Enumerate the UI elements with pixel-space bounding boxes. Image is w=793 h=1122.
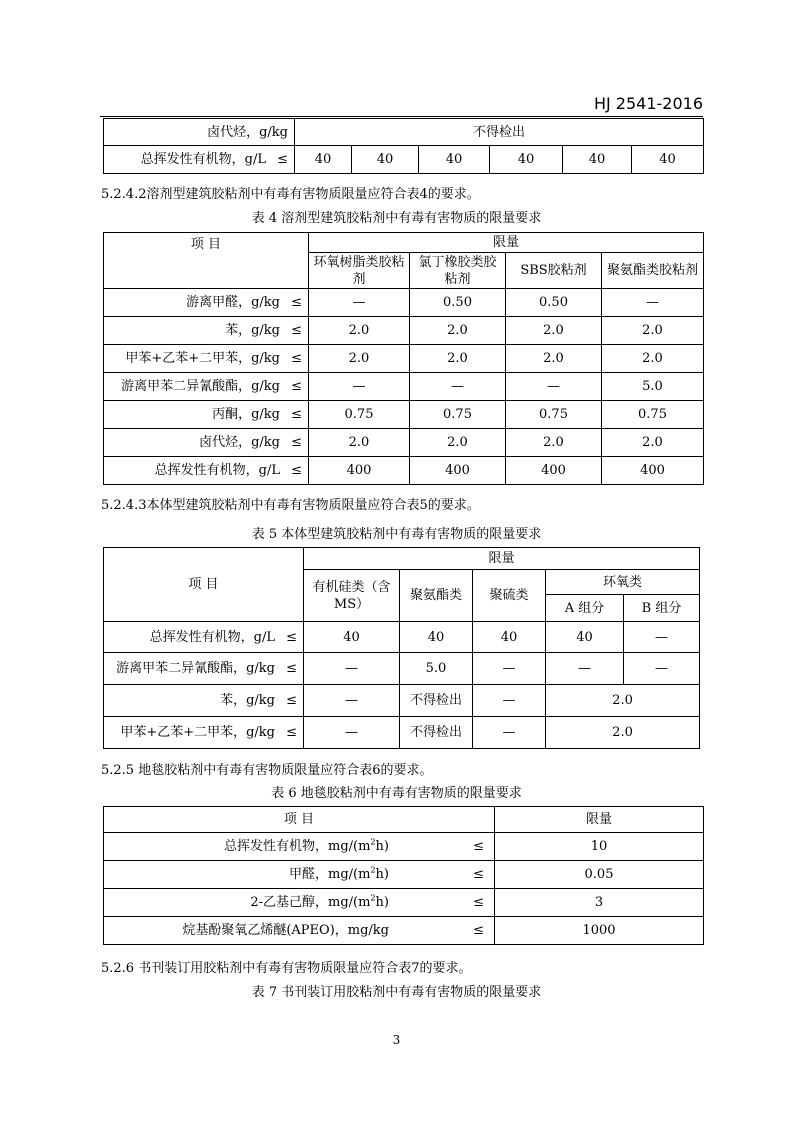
header-limit: 限量 <box>495 807 704 833</box>
table-row <box>104 401 704 429</box>
le-symbol: ≤ <box>286 693 297 708</box>
row-item-cell <box>104 401 309 429</box>
row-item-cell <box>104 861 495 889</box>
cell-value: 40 <box>419 146 490 174</box>
paragraph-5-2-6: 5.2.6 书刊装订用胶粘剂中有毒有害物质限量应符合表7的要求。 <box>101 961 472 976</box>
page-number: 3 <box>392 1033 401 1047</box>
le-symbol: ≤ <box>286 725 297 740</box>
row-item-cell <box>104 717 304 749</box>
header-subcol: B 组分 <box>624 595 700 622</box>
cell-value: — <box>309 373 410 401</box>
cell-value: 5.0 <box>400 653 473 685</box>
cell-value: 40 <box>473 622 546 653</box>
table-6 <box>103 806 704 945</box>
cell-value: 0.75 <box>309 401 410 429</box>
le-symbol: ≤ <box>473 839 484 854</box>
cell-value: — <box>473 653 546 685</box>
le-symbol: ≤ <box>286 629 297 645</box>
cell-value: 400 <box>602 457 704 485</box>
cell-value: 2.0 <box>410 429 506 457</box>
cell-value: — <box>546 653 624 685</box>
row-item-cell <box>104 289 309 317</box>
le-symbol: ≤ <box>473 923 484 938</box>
le-symbol: ≤ <box>291 295 302 310</box>
row-item-cell <box>104 685 304 717</box>
le-symbol: ≤ <box>291 379 302 394</box>
cell-value: 40 <box>304 622 400 653</box>
header-col: 环氧类 <box>546 570 700 595</box>
header-rule <box>100 116 703 117</box>
cell-value: 2.0 <box>410 345 506 373</box>
table4-caption: 表 4 溶剂型建筑胶粘剂中有毒有害物质的限量要求 <box>251 211 542 226</box>
paragraph-5-2-5: 5.2.5 地毯胶粘剂中有毒有害物质限量应符合表6的要求。 <box>101 763 433 778</box>
paragraph-5-2-4-2: 5.2.4.2溶剂型建筑胶粘剂中有毒有害物质限量应符合表4的要求。 <box>101 187 480 202</box>
row-item-label: 甲醛，$mg/(m^2h)$ <box>289 865 389 882</box>
cell-value: 40 <box>295 146 352 174</box>
table-prev-continuation <box>103 118 704 174</box>
cell-value: 400 <box>506 457 602 485</box>
row-item-cell <box>104 373 309 401</box>
cell-value: 2.0 <box>309 429 410 457</box>
table-row <box>104 119 704 146</box>
row-item-label: 甲苯+乙苯+二甲苯，g/kg <box>125 351 280 366</box>
header-limit: 限量 <box>304 548 700 570</box>
table-row <box>104 622 700 653</box>
table-row <box>104 717 700 749</box>
cell-value: 不得检出 <box>295 119 704 146</box>
header-col: 氯丁橡胶类胶粘剂 <box>410 253 506 289</box>
row-item-label: 丙酮，g/kg <box>212 407 280 422</box>
table-row <box>104 146 704 174</box>
cell-value: 1000 <box>495 917 704 945</box>
table-row <box>104 429 704 457</box>
cell-value: 40 <box>400 622 473 653</box>
row-item-cell <box>104 889 495 917</box>
cell-value: — <box>473 717 546 749</box>
cell-value: — <box>304 717 400 749</box>
cell-value: 0.05 <box>495 861 704 889</box>
header-item: 项 目 <box>104 807 495 833</box>
row-item-label: 2-乙基己醇，$mg/(m^2h)$ <box>250 893 389 910</box>
cell-value: 2.0 <box>602 345 704 373</box>
cell-value: 10 <box>495 833 704 861</box>
row-item-cell <box>104 917 495 945</box>
le-symbol: ≤ <box>291 351 302 366</box>
cell-value: — <box>624 622 700 653</box>
table-header-row <box>104 233 704 253</box>
cell-value: 400 <box>309 457 410 485</box>
row-item-label: 总挥发性有机物，g/L <box>140 152 266 167</box>
row-item-label: 游离甲醛，g/kg <box>186 295 280 310</box>
cell-value: 40 <box>352 146 419 174</box>
cell-value: 不得检出 <box>400 685 473 717</box>
cell-value: — <box>506 373 602 401</box>
cell-value: 2.0 <box>602 317 704 345</box>
cell-value: — <box>624 653 700 685</box>
header-col: 环氧树脂类胶粘剂 <box>309 253 410 289</box>
row-item-label: 总挥发性有机物，g/L <box>154 463 280 478</box>
table-row <box>104 345 704 373</box>
cell-value: 40 <box>546 622 624 653</box>
cell-value: 2.0 <box>546 717 700 749</box>
table6-caption: 表 6 地毯胶粘剂中有毒有害物质的限量要求 <box>271 786 522 801</box>
cell-value: 3 <box>495 889 704 917</box>
table-row <box>104 833 704 861</box>
table-row <box>104 317 704 345</box>
cell-value: 2.0 <box>309 317 410 345</box>
cell-value: 2.0 <box>506 345 602 373</box>
row-item-cell <box>104 317 309 345</box>
table-row <box>104 685 700 717</box>
cell-value: 2.0 <box>506 429 602 457</box>
header-item: 项 目 <box>104 233 309 289</box>
cell-value: 2.0 <box>602 429 704 457</box>
table-5 <box>103 547 700 749</box>
row-item-label: 游离甲苯二异氰酸酯，g/kg <box>116 661 275 676</box>
header-limit: 限量 <box>309 233 704 253</box>
table-4 <box>103 232 704 485</box>
row-item-cell <box>104 653 304 685</box>
cell-value: — <box>304 685 400 717</box>
table7-caption: 表 7 书刊装订用胶粘剂中有毒有害物质的限量要求 <box>251 985 542 1000</box>
cell-value: 40 <box>490 146 563 174</box>
cell-value: 0.75 <box>506 401 602 429</box>
row-item-label: 卤代烃，g/kg <box>104 119 295 146</box>
header-col: 有机硅类（含MS） <box>304 570 400 622</box>
cell-value: — <box>602 289 704 317</box>
cell-value: 2.0 <box>309 345 410 373</box>
le-symbol: ≤ <box>291 323 302 338</box>
row-item-label: 总挥发性有机物，g/L <box>149 629 275 645</box>
cell-value: 0.75 <box>602 401 704 429</box>
header-item: 项 目 <box>104 548 304 622</box>
table-header-row <box>104 807 704 833</box>
cell-value: — <box>304 653 400 685</box>
cell-value: — <box>410 373 506 401</box>
row-item-label: 卤代烃，g/kg <box>199 435 280 450</box>
cell-value: 5.0 <box>602 373 704 401</box>
table-row <box>104 889 704 917</box>
le-symbol: ≤ <box>473 895 484 910</box>
table-row <box>104 653 700 685</box>
le-symbol: ≤ <box>291 435 302 450</box>
table-row <box>104 861 704 889</box>
cell-value: 40 <box>632 146 704 174</box>
cell-value: 0.50 <box>410 289 506 317</box>
cell-value: — <box>309 289 410 317</box>
cell-value: 0.50 <box>506 289 602 317</box>
row-item-label: 烷基酚聚氧乙烯醚(APEO)，mg/kg <box>182 923 389 938</box>
header-col: 聚硫类 <box>473 570 546 622</box>
document-code: HJ 2541-2016 <box>593 94 703 113</box>
cell-value: 不得检出 <box>400 717 473 749</box>
table-row <box>104 289 704 317</box>
row-item-label: 甲苯+乙苯+二甲苯，g/kg <box>120 725 275 740</box>
table-row <box>104 373 704 401</box>
cell-value: — <box>473 685 546 717</box>
row-item-label: 总挥发性有机物，$mg/(m^2h)$ <box>224 837 389 854</box>
paragraph-5-2-4-3: 5.2.4.3本体型建筑胶粘剂中有毒有害物质限量应符合表5的要求。 <box>101 498 480 513</box>
le-symbol: ≤ <box>291 463 302 478</box>
row-item-label: 苯，g/kg <box>220 693 275 708</box>
table-header-row <box>104 548 700 570</box>
table-row <box>104 457 704 485</box>
row-item-cell <box>104 833 495 861</box>
row-item-cell <box>104 146 295 174</box>
table-row <box>104 917 704 945</box>
header-col: SBS胶粘剂 <box>506 253 602 289</box>
cell-value: 2.0 <box>546 685 700 717</box>
header-subcol: A 组分 <box>546 595 624 622</box>
cell-value: 2.0 <box>506 317 602 345</box>
cell-value: 400 <box>410 457 506 485</box>
le-symbol: ≤ <box>277 152 288 167</box>
row-item-cell <box>104 457 309 485</box>
row-item-cell <box>104 345 309 373</box>
row-item-cell <box>104 429 309 457</box>
header-col: 聚氨酯类 <box>400 570 473 622</box>
row-item-label: 苯，g/kg <box>225 323 280 338</box>
header-col: 聚氨酯类胶粘剂 <box>602 253 704 289</box>
table5-caption: 表 5 本体型建筑胶粘剂中有毒有害物质的限量要求 <box>251 527 542 542</box>
le-symbol: ≤ <box>286 661 297 676</box>
le-symbol: ≤ <box>291 407 302 422</box>
cell-value: 0.75 <box>410 401 506 429</box>
cell-value: 40 <box>563 146 632 174</box>
cell-value: 2.0 <box>410 317 506 345</box>
row-item-cell <box>104 622 304 653</box>
row-item-label: 游离甲苯二异氰酸酯，g/kg <box>121 379 280 394</box>
le-symbol: ≤ <box>473 867 484 882</box>
